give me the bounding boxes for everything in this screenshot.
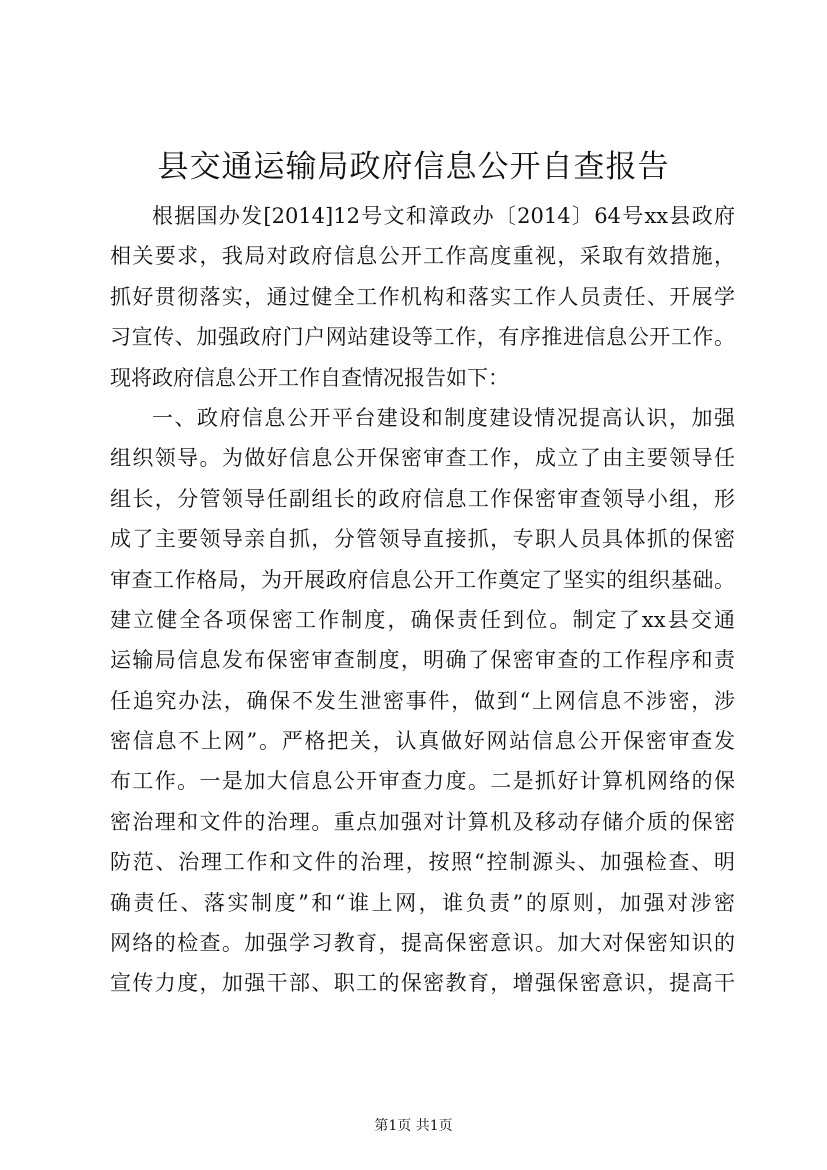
body-line: 一、政府信息公开平台建设和制度建设情况提高认识，加强 xyxy=(152,405,735,430)
body-line: 成了主要领导亲自抓，分管领导直接抓，专职人员具体抓的保密 xyxy=(110,527,735,552)
body-line: 相关要求，我局对政府信息公开工作高度重视，采取有效措施， xyxy=(110,244,735,269)
body-line: 组织领导。为做好信息公开保密审查工作，成立了由主要领导任 xyxy=(110,446,735,471)
body-line: 宣传力度，加强干部、职工的保密教育，增强保密意识，提高干 xyxy=(110,971,735,996)
body-line: 网络的检查。加强学习教育，提高保密意识。加大对保密知识的 xyxy=(110,931,735,956)
body-line: 现将政府信息公开工作自查情况报告如下： xyxy=(110,365,509,390)
page-footer: 第1页 共1页 xyxy=(374,1118,453,1134)
document-body xyxy=(110,196,735,1004)
body-line: 任追究办法，确保不发生泄密事件，做到“上网信息不涉密，涉 xyxy=(110,688,735,713)
body-line: 审查工作格局，为开展政府信息公开工作奠定了坚实的组织基础。 xyxy=(110,567,735,592)
body-line: 组长，分管领导任副组长的政府信息工作保密审查领导小组，形 xyxy=(110,486,735,511)
body-line: 防范、治理工作和文件的治理，按照“控制源头、加强检查、明 xyxy=(110,850,735,875)
body-line: 确责任、落实制度”和“谁上网，谁负责”的原则，加强对涉密 xyxy=(110,890,735,915)
body-line: 抓好贯彻落实，通过健全工作机构和落实工作人员责任、开展学 xyxy=(110,284,735,309)
body-line: 密信息不上网”。严格把关，认真做好网站信息公开保密审查发 xyxy=(110,729,735,754)
body-line: 习宣传、加强政府门户网站建设等工作，有序推进信息公开工作。 xyxy=(110,325,735,350)
body-line: 布工作。一是加大信息公开审查力度。二是抓好计算机网络的保 xyxy=(110,769,735,794)
body-line: 建立健全各项保密工作制度，确保责任到位。制定了xx县交通 xyxy=(110,607,735,632)
body-line: 根据国办发[2014]12号文和漳政办〔2014〕64号xx县政府 xyxy=(152,204,735,228)
document-title: 县交通运输局政府信息公开自查报告 xyxy=(157,149,670,185)
body-line: 运输局信息发布保密审查制度，明确了保密审查的工作程序和责 xyxy=(110,648,735,673)
body-line: 密治理和文件的治理。重点加强对计算机及移动存储介质的保密 xyxy=(110,809,735,834)
